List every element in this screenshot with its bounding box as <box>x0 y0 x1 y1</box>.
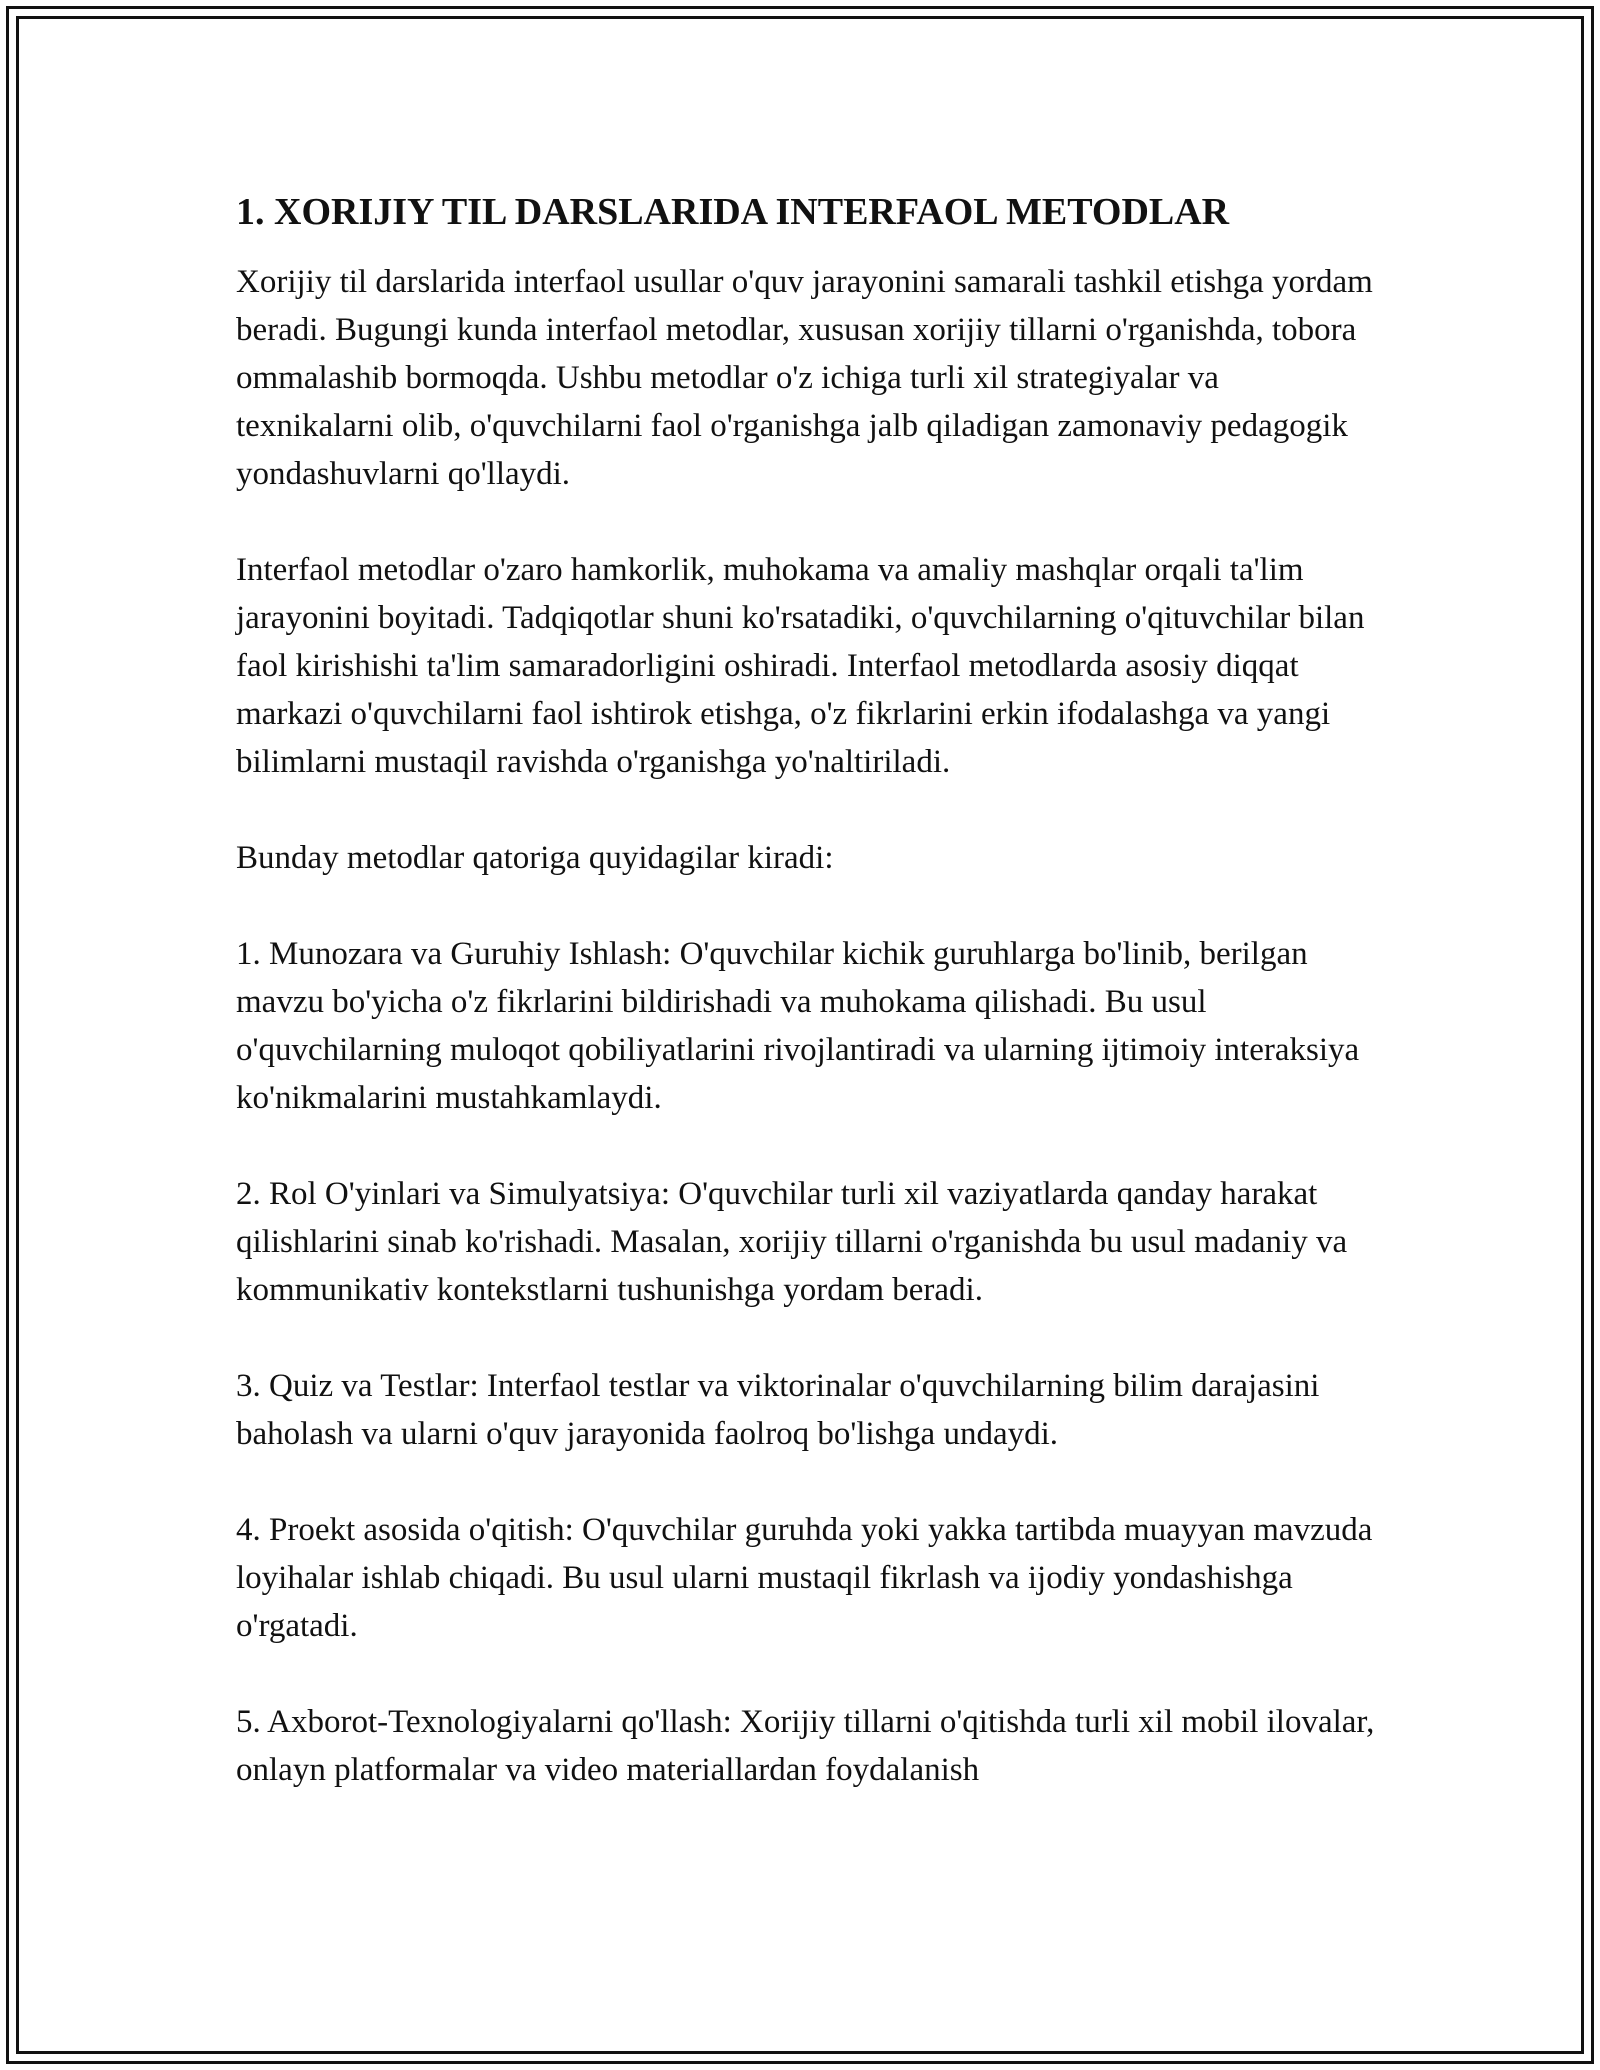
intro-paragraph: Xorijiy til darslarida interfaol usullar o'quv jarayonini samarali tashkil etishga yordam beradi. Bugungi kunda interfaol metodlar, xususan xorijiy tillarni o'rganishda, tobora ommalashib bormoqda. Ushbu metodlar o'z ichiga turli xil strategiyalar va texnikalarni olib, o'quvchilarni faol o'rganishga jalb qiladigan zamonaviy pedagogik yondashuvlarni qo'llaydi. <box>236 264 1373 492</box>
document-body <box>236 186 1376 1794</box>
list-item-roleplay-simulation: 2. Rol O'yinlari va Simulyatsiya: O'quvchilar turli xil vaziyatlarda qanday harakat qilishlarini sinab ko'rishadi. Masalan, xorijiy tillarni o'rganishda bu usul madaniy va kommunikativ kontekstlarni tushunishga yordam beradi. <box>236 1176 1348 1308</box>
methods-overview-paragraph: Interfaol metodlar o'zaro hamkorlik, muhokama va amaliy mashqlar orqali ta'lim jarayonini boyitadi. Tadqiqotlar shuni ko'rsatadiki, o'quvchilarning o'qituvchilar bilan faol kirishishi ta'lim samaradorligini oshiradi. Interfaol metodlarda asosiy diqqat markazi o'quvchilarni faol ishtirok etishga, o'z fikrlarini erkin ifodalashga va yangi bilimlarni mustaqil ravishda o'rganishga yo'naltiriladi. <box>236 552 1365 780</box>
list-item-ict-usage: 5. Axborot-Texnologiyalarni qo'llash: Xorijiy tillarni o'qitishda turli xil mobil ilovalar, onlayn platformalar va video materiallardan foydalanish <box>236 1704 1375 1788</box>
list-item-discussion-groupwork: 1. Munozara va Guruhiy Ishlash: O'quvchilar kichik guruhlarga bo'linib, berilgan mavzu bo'yicha o'z fikrlarini bildirishadi va muhokama qilishadi. Bu usul o'quvchilarning muloqot qobiliyatlarini rivojlantiradi va ularning ijtimoiy interaksiya ko'nikmalarini mustahkamlaydi. <box>236 936 1360 1116</box>
section-title: 1. XORIJIY TIL DARSLARIDA INTERFAOL METODLAR <box>236 191 1230 233</box>
methods-list-intro: Bunday metodlar qatoriga quyidagilar kiradi: <box>236 840 834 876</box>
list-item-quiz-tests: 3. Quiz va Testlar: Interfaol testlar va viktorinalar o'quvchilarning bilim darajasini baholash va ularni o'quv jarayonida faolroq bo'lishga undaydi. <box>236 1368 1320 1452</box>
list-item-project-based: 4. Proekt asosida o'qitish: O'quvchilar guruhda yoki yakka tartibda muayyan mavzuda loyihalar ishlab chiqadi. Bu usul ularni mustaqil fikrlash va ijodiy yondashishga o'rgatadi. <box>236 1512 1373 1644</box>
